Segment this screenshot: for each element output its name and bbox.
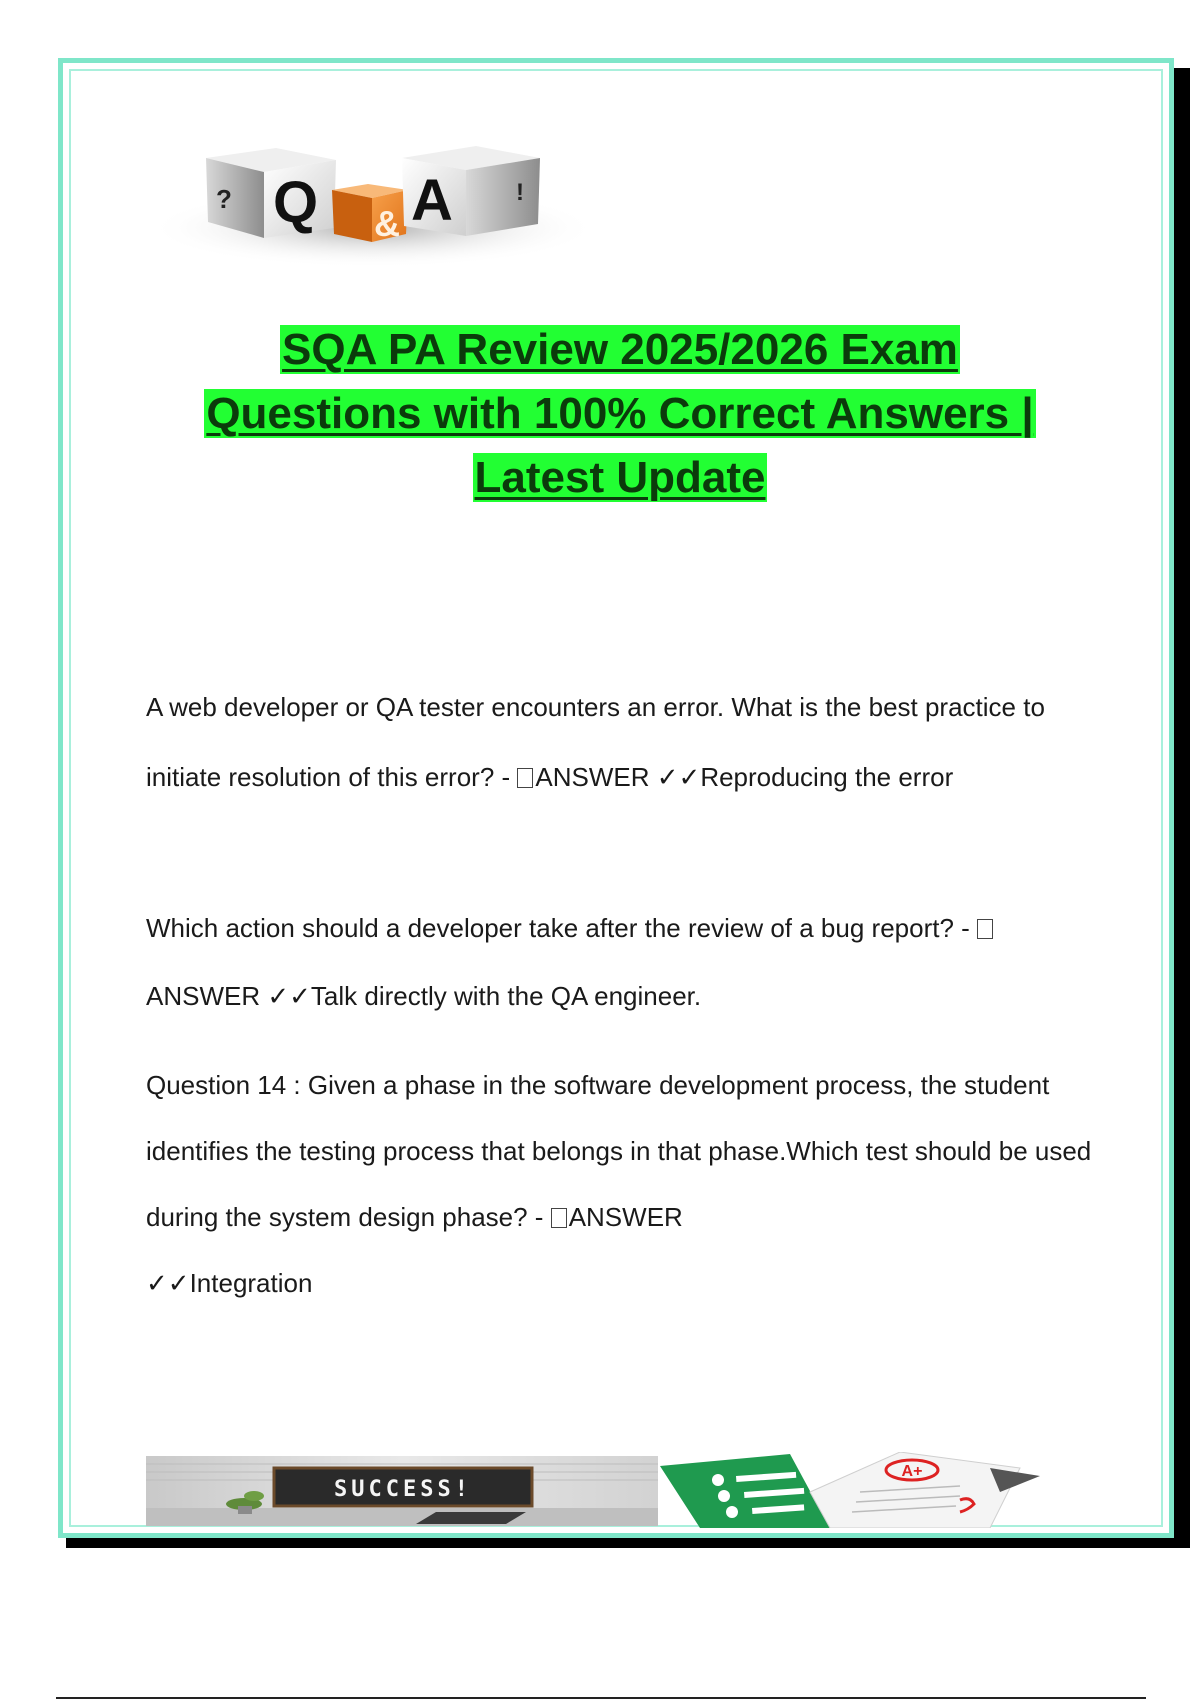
- answer-text: Reproducing the error: [700, 762, 954, 792]
- missing-glyph-icon: [517, 768, 533, 788]
- missing-glyph-icon: [551, 1208, 567, 1228]
- success-sign-image: [146, 1456, 658, 1526]
- graded-paper-image: [660, 1452, 1060, 1528]
- answer-label: ANSWER ✓✓: [146, 981, 311, 1011]
- qa-item: [146, 894, 1096, 1030]
- qa-item: [146, 672, 1096, 812]
- success-sign-text: SUCCESS!: [334, 1477, 472, 1502]
- answer-text: Talk directly with the QA engineer.: [310, 981, 702, 1011]
- die-a-letter: A: [411, 168, 453, 233]
- die-q: [206, 148, 336, 238]
- title-line-3: Latest Update: [474, 453, 766, 502]
- die-a: [402, 146, 540, 236]
- grade-text: A+: [901, 1463, 923, 1480]
- die-ampersand: [332, 184, 408, 244]
- die-ampersand-letter: &: [374, 203, 400, 244]
- title-line-1: SQA PA Review 2025/2026 Exam: [282, 325, 958, 374]
- question-text: A web developer or QA tester encounters an error. What is the best practice to initiate resolution of this error? -: [146, 692, 1045, 792]
- die-q-letter: Q: [273, 170, 319, 235]
- answer-text: ✓✓Integration: [146, 1268, 313, 1298]
- answer-label: ANSWER: [568, 1202, 683, 1232]
- page-bottom-rule: [56, 1697, 1146, 1699]
- svg-text:!: !: [516, 179, 524, 206]
- question-text: Which action should a developer take after the review of a bug report? -: [146, 913, 978, 943]
- qa-dice-logo: [146, 130, 600, 280]
- missing-glyph-icon: [977, 919, 993, 939]
- answer-label: ANSWER ✓✓: [535, 762, 701, 792]
- title-line-2: Questions with 100% Correct Answers |: [206, 389, 1034, 438]
- form-icon: [660, 1454, 830, 1528]
- document-title: [80, 318, 1160, 510]
- question-text: Question 14 : Given a phase in the software development process, the student identifies the testing process that belongs in that phase.Which test should be used during the system design phase? -: [146, 1070, 1092, 1232]
- svg-text:?: ?: [216, 184, 232, 214]
- qa-item: [146, 1052, 1096, 1316]
